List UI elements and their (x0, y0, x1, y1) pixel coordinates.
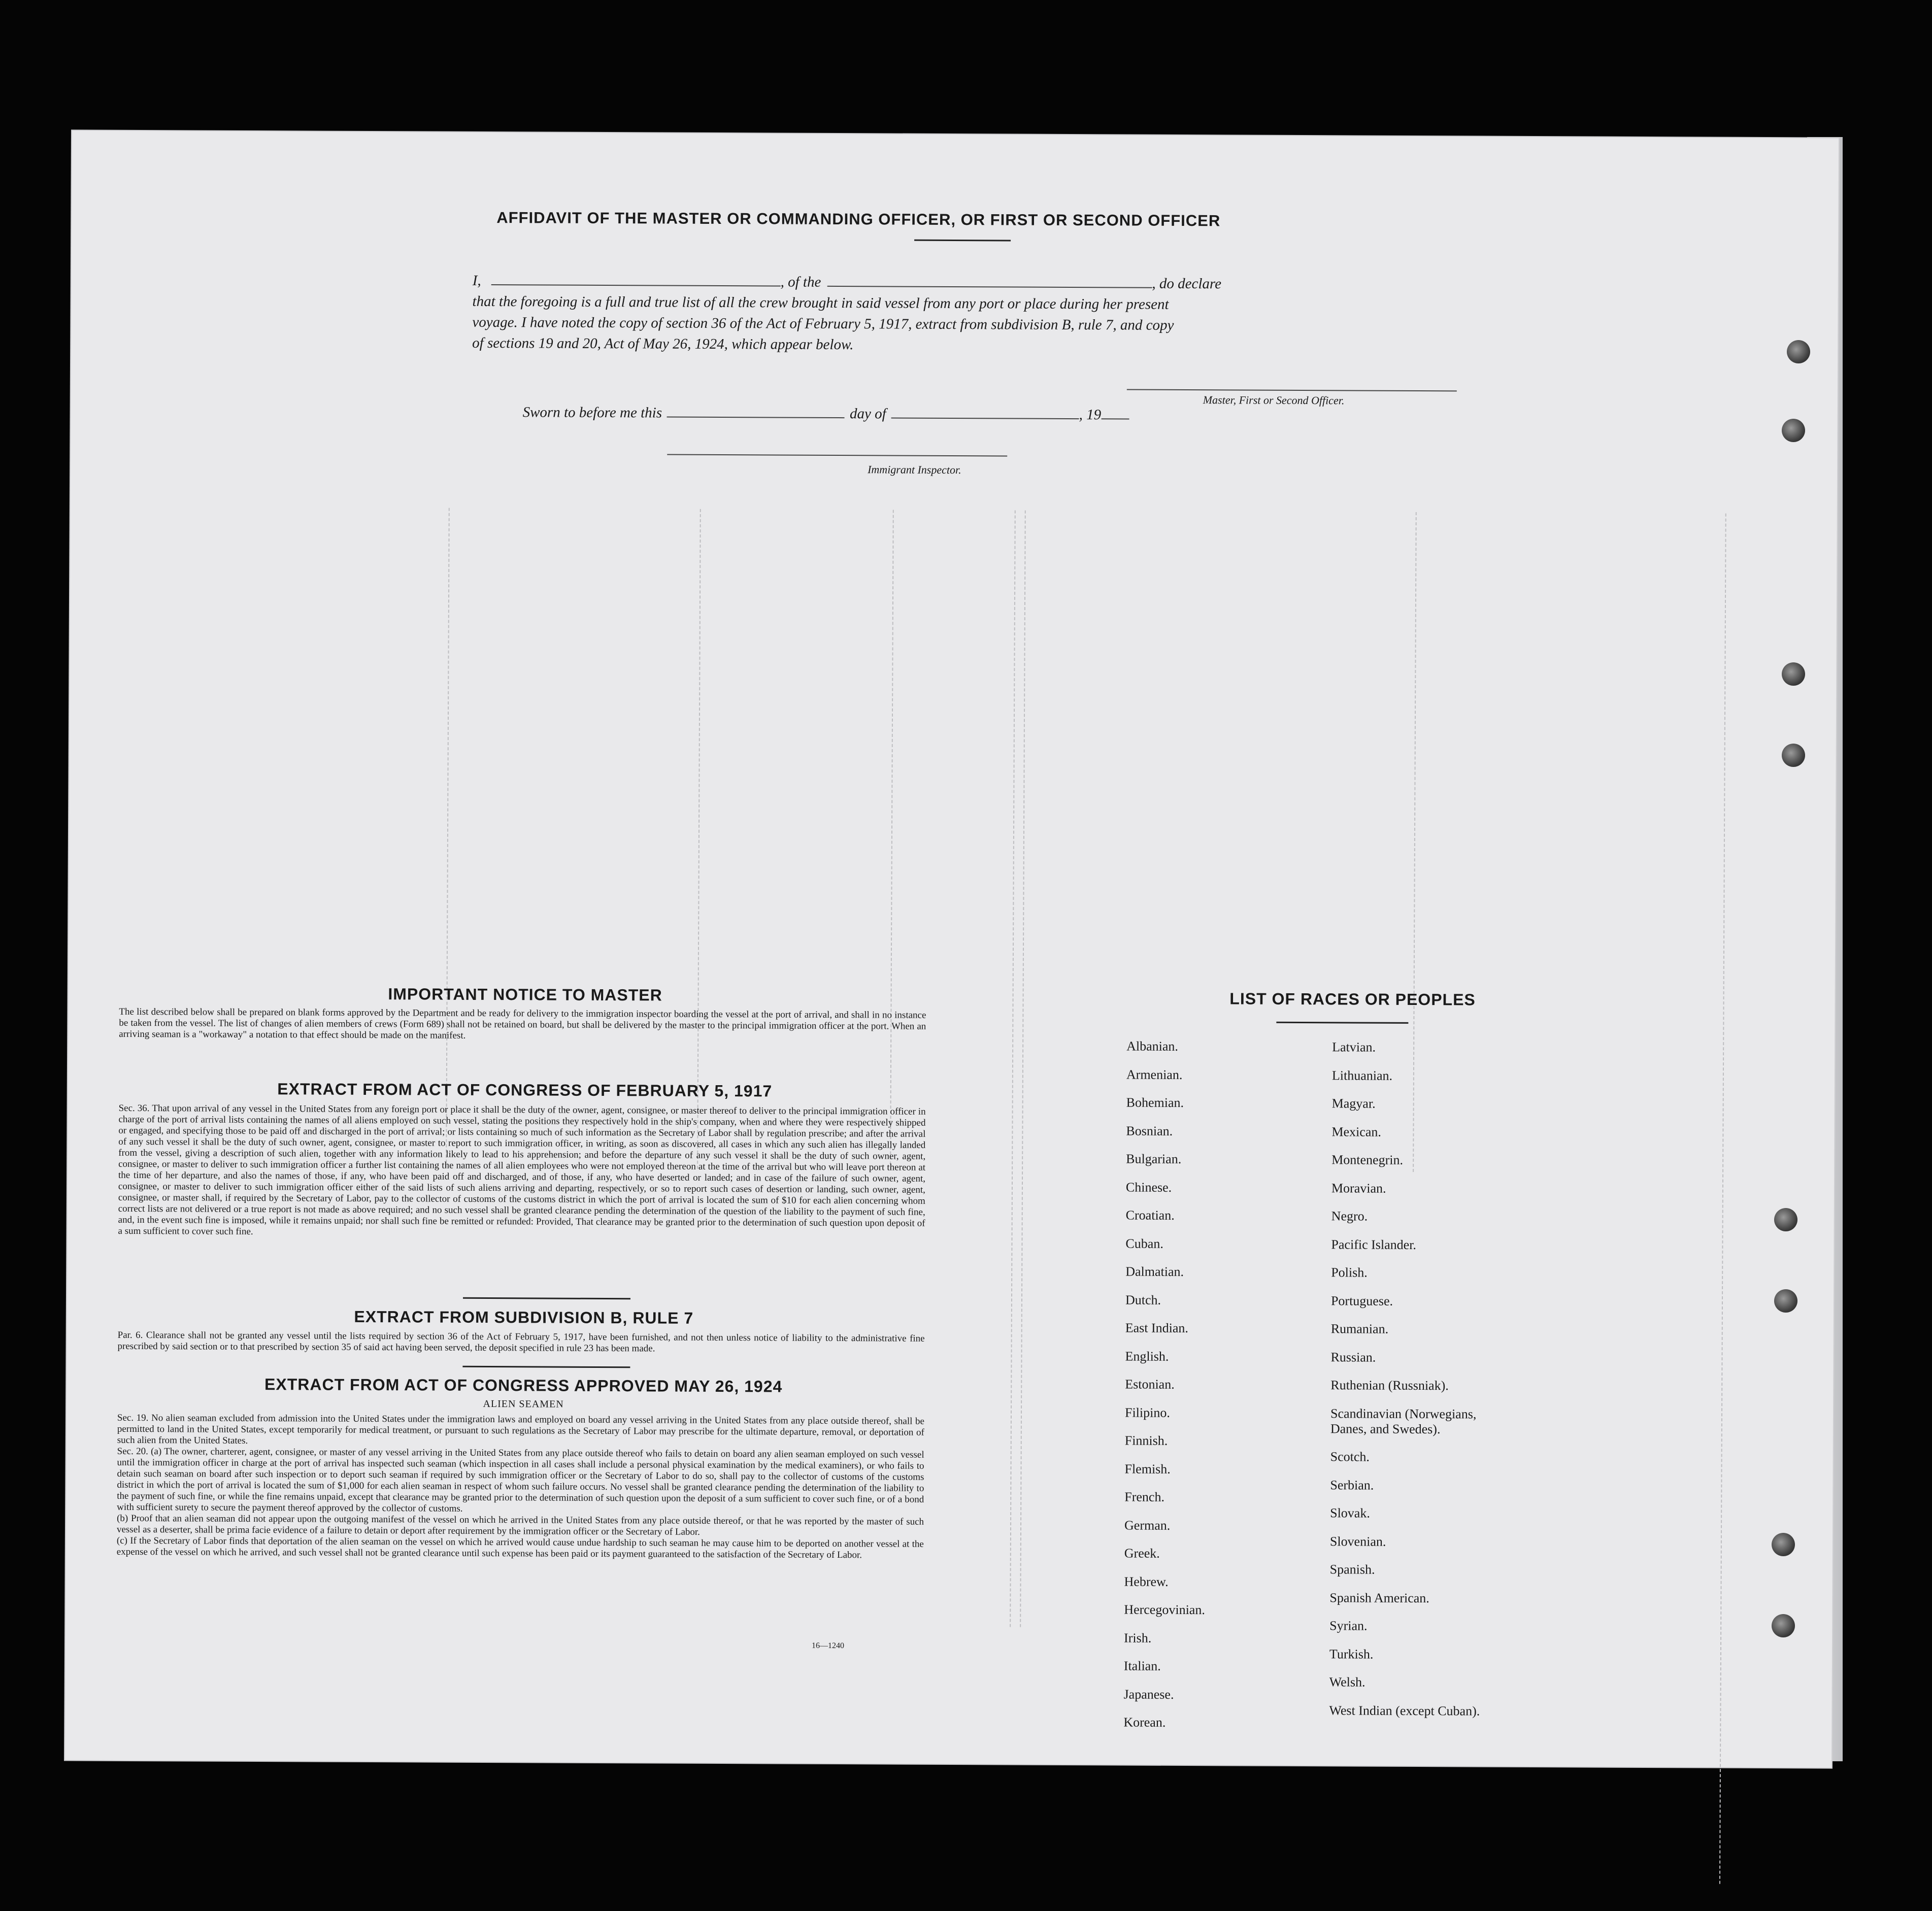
race-item: Chinese. (1125, 1180, 1172, 1195)
race-item: Latvian. (1332, 1040, 1376, 1055)
inspector-signature-field[interactable] (667, 449, 1007, 457)
race-item: Bohemian. (1126, 1095, 1184, 1110)
race-item: Italian. (1123, 1658, 1161, 1673)
declaration-line-3: voyage. I have noted the copy of section 36 of the Act of February 5, 1917, extract from subdivision B, rule 7, and copy (472, 314, 1174, 333)
extract-divider (462, 1366, 630, 1368)
do-declare-label: , do declare (1152, 275, 1222, 292)
punch-hole (1772, 1533, 1795, 1556)
bleed-through (72, 130, 1839, 138)
inspector-label: Immigrant Inspector. (868, 463, 961, 477)
race-item: Dalmatian. (1125, 1264, 1184, 1279)
sworn-year-field[interactable] (1101, 413, 1129, 419)
races-rule (1276, 1022, 1408, 1024)
race-item: Armenian. (1126, 1067, 1183, 1082)
declaration-line-2: that the foregoing is a full and true list of all the crew brought in said vessel from any port or place during her present (472, 293, 1169, 313)
affidavit-title: AFFIDAVIT OF THE MASTER OR COMMANDING OFFICER, OR FIRST OR SECOND OFFICER (496, 209, 1221, 230)
extract-1924-title: EXTRACT FROM ACT OF CONGRESS APPROVED MAY 26, 1924 (264, 1375, 783, 1396)
punch-hole (1782, 419, 1805, 442)
sworn-day-field[interactable] (667, 412, 845, 419)
race-item: Syrian. (1329, 1618, 1368, 1633)
race-item: Turkish. (1329, 1646, 1374, 1662)
race-item: Greek. (1124, 1546, 1160, 1561)
race-item: Serbian. (1330, 1477, 1374, 1493)
race-item: Spanish American. (1329, 1590, 1429, 1605)
race-item: Rumanian. (1330, 1321, 1389, 1336)
race-item: Slovak. (1330, 1505, 1370, 1521)
race-item: Irish. (1124, 1630, 1152, 1646)
race-item: Magyar. (1331, 1096, 1376, 1111)
race-item: Lithuanian. (1331, 1067, 1393, 1083)
race-item: Japanese. (1123, 1686, 1174, 1702)
race-item: German. (1124, 1517, 1171, 1533)
notice-title: IMPORTANT NOTICE TO MASTER (388, 985, 662, 1004)
sworn-line (523, 404, 1129, 423)
race-item: Welsh. (1329, 1674, 1365, 1690)
race-item: Flemish. (1124, 1461, 1171, 1477)
year-label: , 19 (1079, 407, 1102, 423)
race-item: Cuban. (1125, 1236, 1163, 1251)
master-name-field[interactable] (491, 279, 781, 286)
i-label: I, (472, 272, 481, 289)
extract-rule7-title: EXTRACT FROM SUBDIVISION B, RULE 7 (354, 1307, 694, 1327)
race-item: Negro. (1331, 1209, 1368, 1224)
race-item: Finnish. (1124, 1433, 1168, 1448)
race-item: Korean. (1123, 1715, 1166, 1730)
of-the-label: , of the (780, 274, 821, 290)
race-item: Bosnian. (1126, 1123, 1173, 1138)
race-item: Pacific Islander. (1331, 1236, 1417, 1252)
sec-19-text: Sec. 19. No alien seaman excluded from admission into the United States under the immigration laws and employed on board any vessel arriving in the United States from any place outside thereof, shall be permitted to land in the United States, except temporarily for medical treatment, or pursuant to such regulations as the Secretary of Labor may prescribe for the ultimate departure, removal, or deportation of such alien from the United States. (117, 1412, 924, 1446)
race-item: Filipino. (1124, 1404, 1170, 1420)
punch-hole (1772, 1614, 1795, 1637)
race-item: Ruthenian (Russniak). (1330, 1378, 1449, 1393)
punch-hole (1774, 1208, 1797, 1231)
race-item: Croatian. (1125, 1208, 1175, 1223)
vessel-name-field[interactable] (827, 281, 1152, 288)
sworn-month-field[interactable] (891, 412, 1079, 419)
extract-divider (463, 1297, 630, 1299)
race-item: Spanish. (1329, 1562, 1375, 1577)
extract-1917-text: Sec. 36. That upon arrival of any vessel in the United States from any foreign port or place it shall be the duty of the owner, agent, consignee, or master thereof to deliver to the principal immigration officer in charge of the port of arrival lists containing the names of all aliens employed on such vessel, stating the positions they respectively hold in the ship's company, when and where they were respectively shipped or engaged, and specifying those to be paid off and discharged in the port of arrival; or lists containing so much of such information as the Secretary of Labor shall by regulation prescribe; and after the arrival of any such vessel it shall be the duty of such owner, agent, consignee, or master to report to such immigration officer, in writing, as soon as discovered, all cases in which any such alien has illegally landed from the vessel, giving a description of such alien, together with any information likely to lead to his apprehension; and before the departure of any such vessel it shall be the duty of such owner, agent, consignee, or master to deliver to such immigration officer a further list containing the names of all alien employees who were not employed thereon at the time of the arrival but who will leave port thereon at the time of her departure, and also the names of those, if any, who have been paid off and discharged, and of those, if any, who have deserted or landed; and in case of the failure of such owner, agent, consignee, or master to deliver to such immigration officer either of the said lists of such aliens arriving and departing, respectively, or so to report such cases of desertion or landing, such owner, agent, consignee, or master shall, if required by the Secretary of Labor, pay to the collector of customs of the customs district in which the port of arrival is located the sum of $10 for each alien concerning whom correct lists are not delivered or a true report is not made as above required; and no such vessel shall be granted clearance pending the determination of the question of the liability to the payment of such fine, and, in the event such fine is imposed, while it remains unpaid; nor shall such fine be remitted or refunded: Provided, That clearance may be granted prior to the determination of such question upon deposit of a sum sufficient to cover such fine. (118, 1102, 926, 1237)
race-item: Scotch. (1330, 1449, 1370, 1464)
race-item: Russian. (1330, 1349, 1376, 1365)
day-of-label: day of (849, 406, 886, 422)
race-item: English. (1125, 1348, 1169, 1364)
races-title: LIST OF RACES OR PEOPLES (1229, 989, 1476, 1009)
race-item: Albanian. (1126, 1038, 1179, 1054)
sec-20b-text: (b) Proof that an alien seaman did not appear upon the outgoing manifest of the vessel on which he arrived in the United States from any place outside thereof, or that he was reported by the master of such vessel as a deserter, shall be prima facie evidence of a failure to detain or deport after requirement by the immigration officer or the Secretary of Labor. (116, 1513, 924, 1537)
master-signature-label: Master, First or Second Officer. (1203, 393, 1345, 407)
extract-1924-body (117, 1413, 924, 1561)
race-item: Moravian. (1331, 1180, 1386, 1196)
race-item: Estonian. (1125, 1377, 1175, 1392)
sec-20a-text: Sec. 20. (a) The owner, charterer, agent, consignee, or master of any vessel arriving in the United States from any place outside thereof who fails to detain on board any alien seaman employed on such vessel until the immigration officer in charge at the port of arrival has inspected such seaman (which inspection in all cases shall include a personal physical examination by the medical examiners), or who fails to detain such seaman on board after such inspection or to deport such seaman if required by such immigration officer or the Secretary of Labor to do so, shall pay to the collector of customs of the customs district in which the port of arrival is located the sum of $1,000 for each alien seaman in respect of whom such failure occurs. No vessel shall be granted clearance pending the determination of the liability to the payment of such fine, or while the fine remains unpaid, except that clearance may be granted prior to the determination of such question upon the deposit of a sum sufficient to cover such fine, or of a bond with sufficient surety to secure the payment thereof approved by the collector of customs. (117, 1446, 924, 1514)
race-item: Mexican. (1331, 1124, 1381, 1139)
race-item: West Indian (except Cuban). (1329, 1702, 1480, 1719)
race-item: Dutch. (1125, 1292, 1161, 1307)
extract-rule7-text: Par. 6. Clearance shall not be granted any vessel until the lists required by section 36 of the Act of February 5, 1917, have been furnished, and not then unless notice of liability to the administrative fine prescribed by said section or to that prescribed by section 35 of said act having been served, the deposit specified in rule 23 has been made. (117, 1329, 925, 1354)
race-item: French. (1124, 1489, 1165, 1504)
notice-text: The list described below shall be prepared on blank forms approved by the Department and be ready for delivery to the immigration inspector boarding the vessel at the port of arrival, and shall in no instance be taken from the vessel. The list of changes of alien members of crews (Form 689) shall not be retained on board, but shall be delivered by the master to the principal immigration officer at the port. When an arriving seaman is a "workaway" a notation to that effect should be made on the manifest. (119, 1006, 926, 1041)
sworn-label: Sworn to before me this (522, 404, 662, 421)
race-item: East Indian. (1125, 1320, 1188, 1336)
punch-hole (1774, 1289, 1797, 1313)
punch-hole (1782, 662, 1805, 686)
race-item: Hercegovinian. (1124, 1602, 1205, 1618)
race-item: Scandinavian (Norwegians, (1330, 1405, 1477, 1422)
race-item: Portuguese. (1330, 1293, 1393, 1309)
race-item: Danes, and Swedes). (1330, 1421, 1441, 1436)
punch-hole (1782, 744, 1805, 767)
master-signature-field[interactable] (1127, 384, 1457, 391)
sec-20c-text: (c) If the Secretary of Labor finds that deportation of the alien seaman on the vessel on which he arrived would cause undue hardship to such seaman he may cause him to be deported on another vessel at the expense of the vessel on which he arrived, and such vessel shall not be granted clearance until such expense has been paid or its payment guaranteed to the satisfaction of the Secretary of Labor. (116, 1535, 924, 1561)
form-number: 16—1240 (811, 1641, 845, 1651)
race-item: Montenegrin. (1331, 1152, 1404, 1167)
affidavit-declaration (472, 271, 1518, 358)
punch-hole (1787, 340, 1810, 363)
title-rule (914, 240, 1011, 242)
manifest-sheet (65, 130, 1839, 1767)
race-item: Hebrew. (1124, 1573, 1169, 1589)
extract-1917-title: EXTRACT FROM ACT OF CONGRESS OF FEBRUARY 5, 1917 (277, 1080, 773, 1100)
declaration-line-4: of sections 19 and 20, Act of May 26, 1924, which appear below. (472, 334, 854, 353)
race-item: Slovenian. (1329, 1533, 1386, 1549)
race-item: Polish. (1331, 1265, 1368, 1280)
alien-seamen-subtitle: ALIEN SEAMEN (483, 1398, 564, 1410)
race-item: Bulgarian. (1126, 1151, 1182, 1166)
